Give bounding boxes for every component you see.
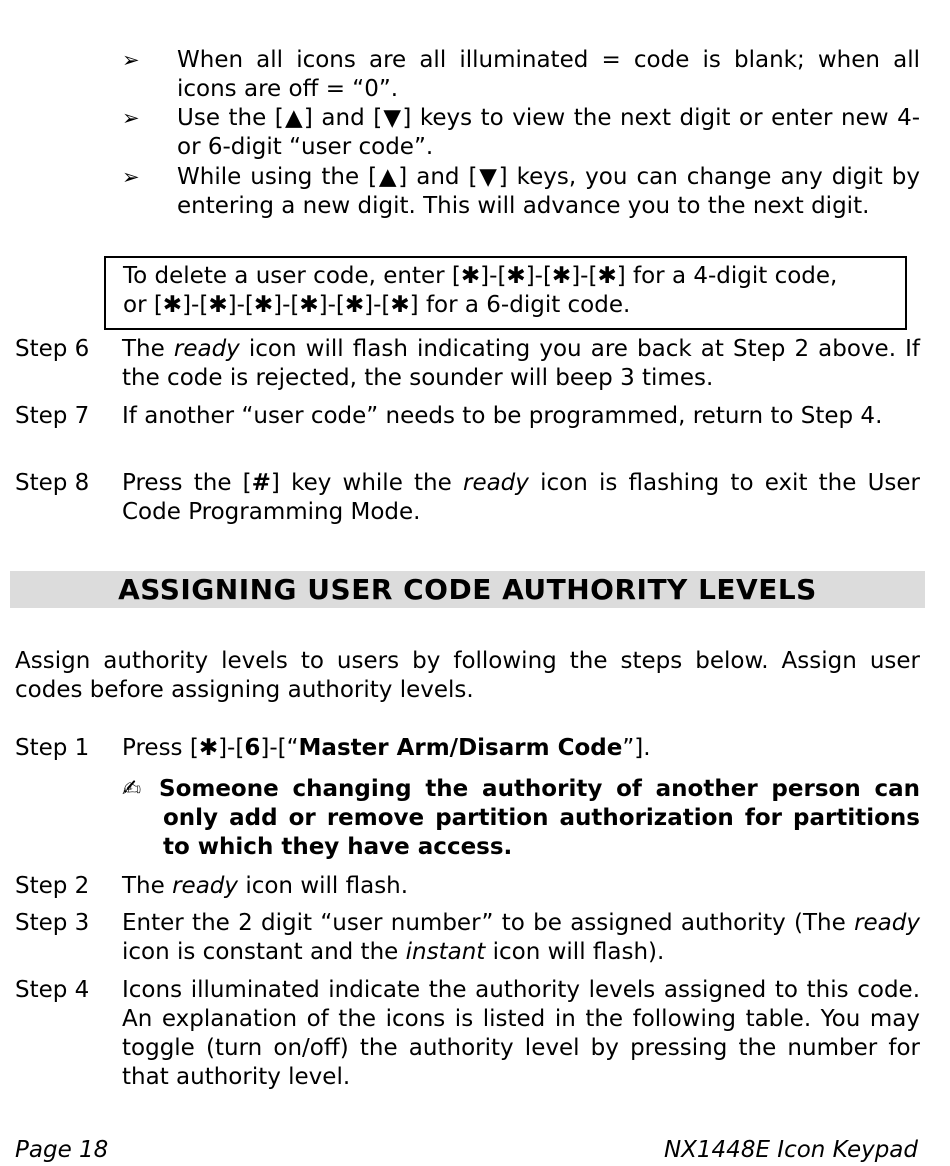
step-7 bbox=[15, 402, 920, 431]
step-text: Press [✱]-[6]-[“Master Arm/Disarm Code”]. bbox=[122, 735, 651, 761]
bullet-text: While using the [▲] and [▼] keys, you can change any digit by entering a new digit. This will advance you to the next digit. bbox=[177, 164, 920, 219]
bullet-item bbox=[122, 46, 920, 104]
writing-hand-icon: ✍ bbox=[122, 776, 142, 802]
step-text: Press the [#] key while the ready icon is flashing to exit the User Code Programming Mode. bbox=[122, 470, 921, 525]
arrow-bullet-icon: ➢ bbox=[122, 165, 140, 189]
bullet-text: Use the [▲] and [▼] keys to view the next digit or enter new 4- or 6-digit “user code”. bbox=[177, 105, 920, 160]
step-text: The ready icon will flash indicating you are back at Step 2 above. If the code is rejected, the sounder will beep 3 times. bbox=[122, 336, 920, 391]
intro-paragraph: Assign authority levels to users by following the steps below. Assign user codes before assigning authority levels. bbox=[15, 648, 920, 703]
document-title-footer: NX1448E Icon Keypad bbox=[663, 1137, 918, 1163]
step-label: Step 8 bbox=[15, 470, 90, 496]
note-line: or [✱]-[✱]-[✱]-[✱]-[✱]-[✱] for a 6-digit code. bbox=[123, 292, 631, 318]
note-line: To delete a user code, enter [✱]-[✱]-[✱]-[✱] for a 4-digit code, bbox=[123, 263, 838, 289]
bullet-item bbox=[122, 163, 920, 221]
step-4 bbox=[15, 976, 920, 1092]
step-text: Icons illuminated indicate the authority levels assigned to this code. An explanation of the icons is listed in the following table. You may toggle (turn on/off) the authority level by pressing the number for that authority level. bbox=[122, 977, 920, 1090]
step-text: The ready icon will flash. bbox=[122, 873, 409, 899]
step-3 bbox=[15, 909, 920, 967]
step-1 bbox=[15, 734, 920, 763]
step-label: Step 7 bbox=[15, 403, 90, 429]
step-label: Step 3 bbox=[15, 910, 90, 936]
arrow-bullet-icon: ➢ bbox=[122, 48, 140, 72]
step-label: Step 2 bbox=[15, 873, 90, 899]
step-label: Step 4 bbox=[15, 977, 90, 1003]
section-heading: ASSIGNING USER CODE AUTHORITY LEVELS bbox=[10, 571, 925, 608]
step-text: Enter the 2 digit “user number” to be assigned authority (The ready icon is constant and the instant icon will flash). bbox=[122, 910, 920, 965]
step-label: Step 6 bbox=[15, 336, 90, 362]
step-2 bbox=[15, 872, 920, 901]
step-6 bbox=[15, 335, 920, 393]
step-text: If another “user code” needs to be programmed, return to Step 4. bbox=[122, 403, 883, 429]
bullet-text: When all icons are all illuminated = code is blank; when all icons are off = “0”. bbox=[177, 47, 920, 102]
step-label: Step 1 bbox=[15, 735, 90, 761]
warning-text: Someone changing the authority of another person can only add or remove partition authorization for partitions to which they have access. bbox=[159, 776, 920, 860]
delete-code-note-box bbox=[104, 256, 907, 330]
authority-warning-note bbox=[122, 775, 920, 862]
page-number: Page 18 bbox=[15, 1137, 109, 1163]
bullet-item bbox=[122, 104, 920, 162]
step-8 bbox=[15, 469, 920, 527]
arrow-bullet-icon: ➢ bbox=[122, 106, 140, 130]
